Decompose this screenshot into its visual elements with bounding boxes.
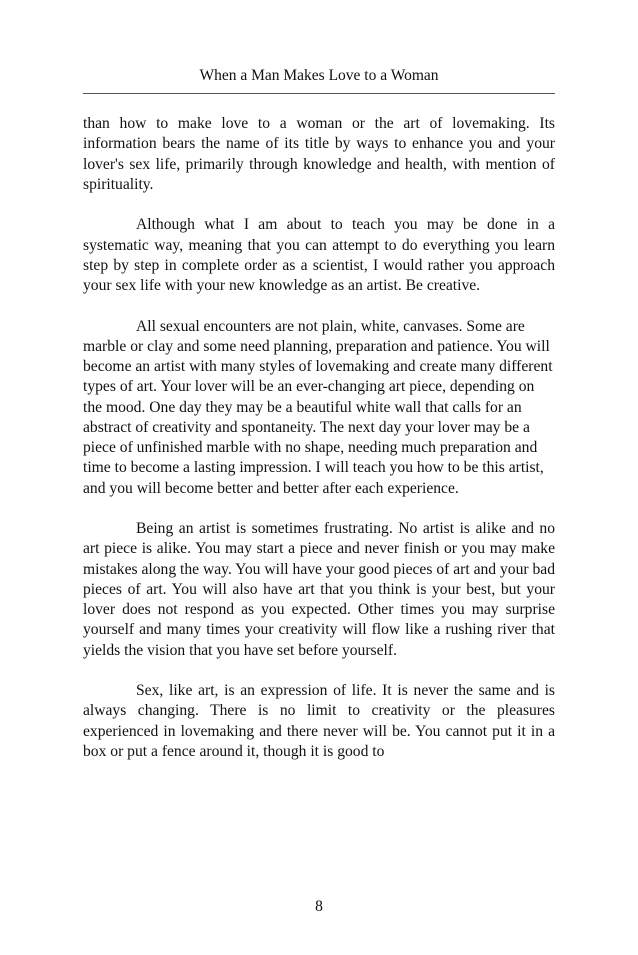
paragraph: Being an artist is sometimes frustrating. No artist is alike and no art piece is alike. You may start a piece and never finish or you may make mistakes along the way. You will have your good pieces of art and your bad pieces of art. You will also have art that you think is your best, but your lover does not respond as you expected. Other times you may surprise yourself and many times your creativity will flow like a rushing river that yields the vision that you have set before yourself.	[83, 520, 555, 659]
paragraph: Sex, like art, is an expression of life. It is never the same and is always changing. There is no limit to creativity or the pleasures experienced in lovemaking and there never will be. You cannot put it in a box or put a fence around it, though it is good to	[83, 682, 555, 760]
running-header: When a Man Makes Love to a Woman	[199, 67, 439, 84]
paragraph: All sexual encounters are not plain, white, canvases. Some are marble or clay and some need planning, preparation and patience. You will become an artist with many styles of lovemaking and create many different types of art. Your lover will be an ever-changing art piece, depending on the mood. One day they may be a beautiful white wall that calls for an abstract of creativity and spontaneity. The next day your lover may be a piece of unfinished marble with no shape, needing much preparation and time to become a lasting impression. I will teach you how to be this artist, and you will become better and better after each experience.	[83, 317, 553, 497]
paragraph: Although what I am about to teach you may be done in a systematic way, meaning that you can attempt to do everything you learn step by step in complete order as a scientist, I would rather you approach your sex life with your new knowledge as an artist. Be creative.	[83, 216, 555, 294]
page-body	[83, 114, 555, 782]
paragraph-continued: than how to make love to a woman or the art of lovemaking. Its information bears the name of its title by ways to enhance you and your lover's sex life, primarily through knowledge and health, with mention of spirituality.	[83, 115, 555, 193]
header-divider	[83, 93, 555, 94]
page-number: 8	[315, 898, 323, 915]
